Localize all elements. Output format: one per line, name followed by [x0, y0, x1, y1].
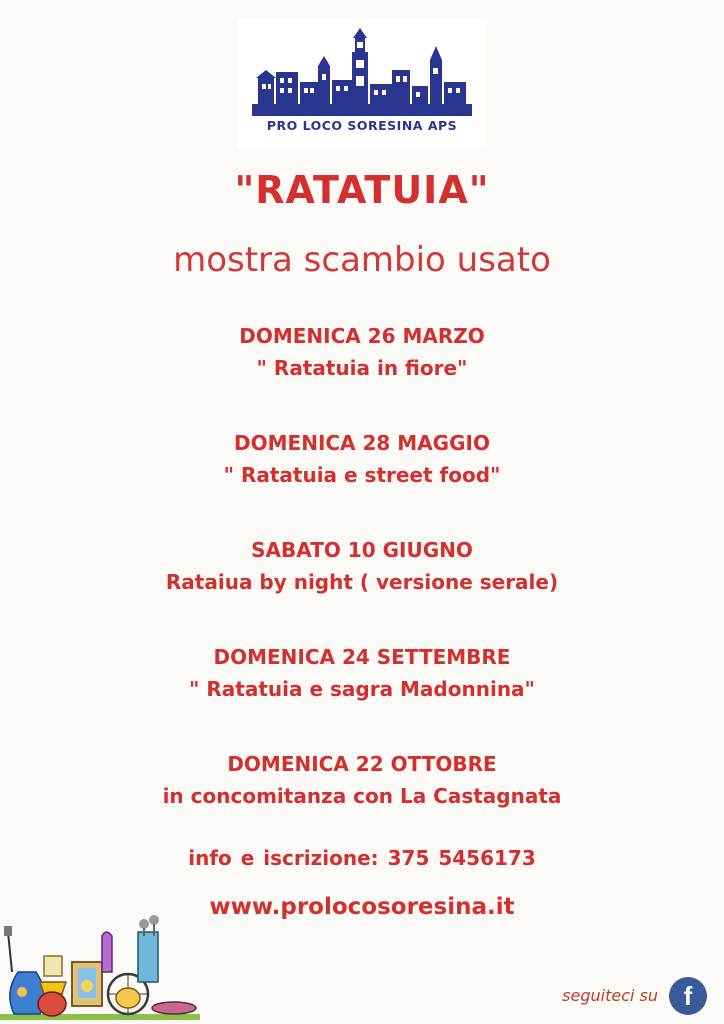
- event-description: Rataiua by night ( versione serale): [165, 570, 559, 594]
- event-item: [0, 641, 724, 748]
- event-description: in concomitanza con La Castagnata: [162, 784, 562, 808]
- event-date: DOMENICA 24 SETTEMBRE: [213, 645, 511, 669]
- event-item: [0, 320, 724, 427]
- event-date: DOMENICA 26 MARZO: [239, 324, 485, 348]
- facebook-icon[interactable]: f: [669, 977, 707, 1015]
- website-link[interactable]: www.prolocosoresina.it: [209, 894, 515, 920]
- flea-market-illustration: [0, 902, 210, 1024]
- event-date: DOMENICA 28 MAGGIO: [234, 431, 490, 455]
- event-item: [0, 427, 724, 534]
- contact-info: info e iscrizione: 375 5456173: [188, 846, 536, 870]
- pro-loco-logo: [238, 18, 486, 148]
- event-subtitle: mostra scambio usato: [173, 240, 551, 280]
- event-description: " Ratatuia e street food": [223, 463, 501, 487]
- town-skyline-logo: [252, 26, 472, 118]
- event-description: " Ratatuia in fiore": [256, 356, 468, 380]
- event-item: [0, 748, 724, 855]
- event-date: DOMENICA 22 OTTOBRE: [227, 752, 497, 776]
- event-description: " Ratatuia e sagra Madonnina": [189, 677, 535, 701]
- event-title: "RATATUIA": [234, 168, 490, 212]
- event-item: [0, 534, 724, 641]
- logo-text: PRO LOCO SORESINA APS: [266, 118, 458, 133]
- event-list: [0, 320, 724, 855]
- follow-label: seguiteci su: [562, 986, 658, 1005]
- event-date: SABATO 10 GIUGNO: [251, 538, 473, 562]
